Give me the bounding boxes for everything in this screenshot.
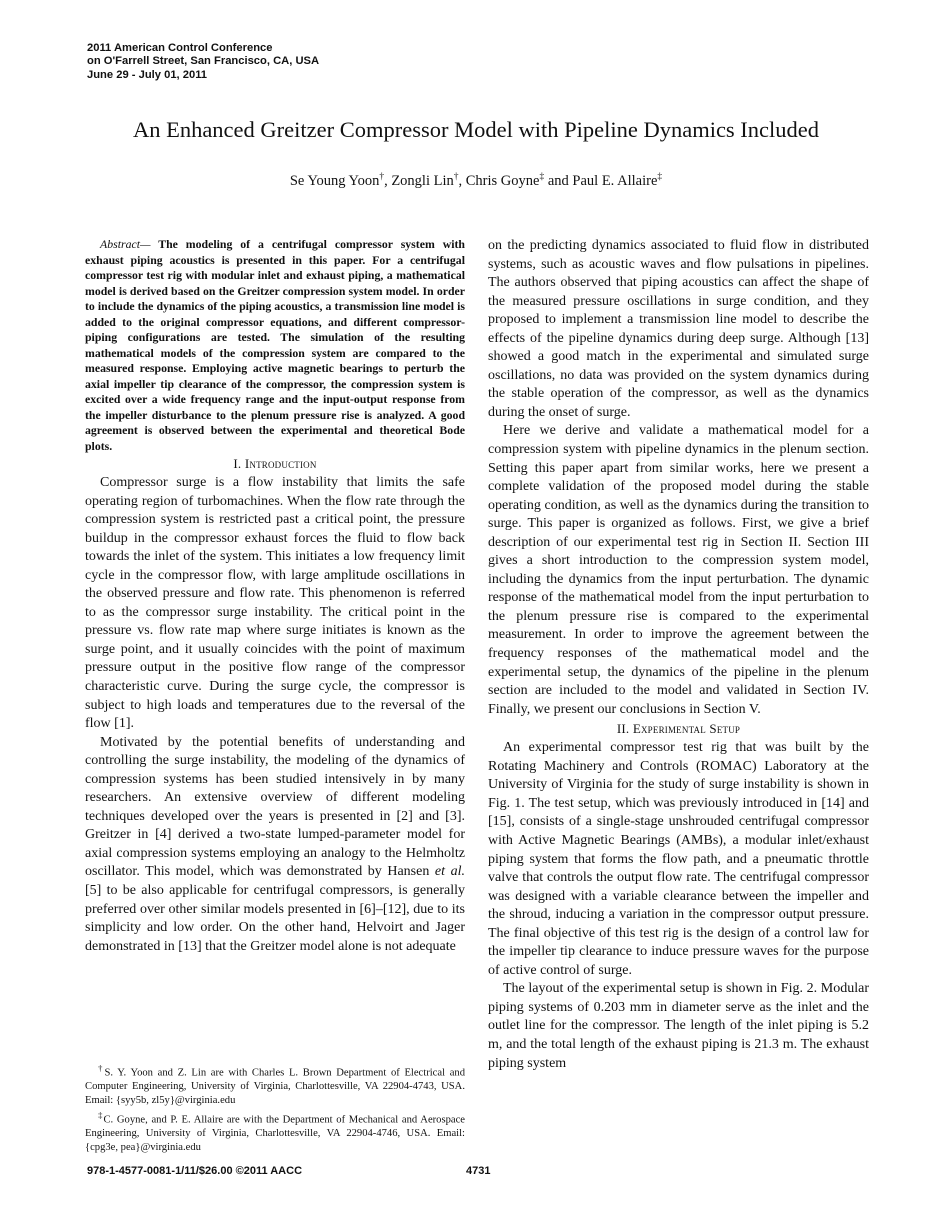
- paragraph: Here we derive and validate a mathematical model for a compression system with pipeline dynamics in the plenum section. Setting this paper apart from similar works, here we present a complete validation of the proposed model during the stable operating condition, as well as the dynamics during the transition to surge. This paper is organized as follows. First, we give a brief description of our experimental test rig in Section II. Section III gives a short introduction to the compression system model, including the dynamics from the input perturbation. The dynamic response of the mathematical model from the input perturbation to the plenum pressure rise is compared to the experimental measurement. In order to improve the agreement between the frequency responses of the mathematical model and the experimental setup, the dynamics of the pipeline in the plenum section are included to the model and validated in Section IV. Finally, we present our conclusions in Section V.: [488, 423, 869, 717]
- section-title: Experimental Setup: [632, 721, 741, 737]
- paper-title: An Enhanced Greitzer Compressor Model with Pipeline Dynamics Included: [132, 117, 820, 142]
- footnote-text: C. Goyne, and P. E. Allaire are with the Department of Mechanical and Aerospace Engineering, University of Virginia, Charlottesville, VA 22904-4746, USA. Email: {cpg3e, pea}@virginia.edu: [85, 1114, 465, 1154]
- author-list: [0, 172, 952, 190]
- author-separator: ,: [458, 172, 466, 189]
- author-separator: and: [544, 172, 573, 189]
- footnotes: [85, 1062, 465, 1157]
- author-affiliation-mark: ‡: [657, 172, 663, 182]
- author-separator: ,: [384, 172, 392, 189]
- author-name: Zongli Lin: [391, 172, 454, 189]
- footer-copyright: 978-1-4577-0081-1/11/$26.00 ©2011 AACC: [87, 1165, 303, 1177]
- abstract: [85, 237, 465, 454]
- footnote-mark: ‡: [98, 1110, 104, 1121]
- left-column: [85, 237, 465, 956]
- author-affiliation-mark: †: [379, 172, 385, 182]
- conference-dates: June 29 - July 01, 2011: [87, 68, 208, 81]
- author-affiliation-mark: ‡: [539, 172, 545, 182]
- paragraph-text: Motivated by the potential benefits of understanding and controlling the surge instability, the modeling of the dynamics of compression systems has been studied intensively in by many researchers. An extensive overview of different modeling techniques developed over the years is presented in [2] and [3]. Greitzer in [4] derived a two-state lumped-parameter model for axial compression systems employing an analogy to the Helmholtz oscillator. This model, which was demonstrated by Hansen: [85, 734, 465, 880]
- author-affiliation-mark: †: [453, 172, 459, 182]
- section-numeral: II.: [616, 721, 630, 737]
- paragraph: An experimental compressor test rig that was built by the Rotating Machinery and Controls (ROMAC) Laboratory at the University of Virginia for the study of surge instability is shown in Fig. 1. The test setup, which was previously introduced in [14] and [15], consists of a single-stage unshrouded centrifugal compressor with Active Magnetic Bearings (AMBs), a modular inlet/exhaust piping system that forms the flow path, and a pneumatic throttle valve that controls the output flow rate. The centrifugal compressor was designed with a variable clearance between the impeller and the shroud, inducing a variation in the compressor output pressure. The final objective of this test rig is the design of a control law for the impeller tip clearance to induce pressure waves for the purpose of active control of surge.: [488, 740, 869, 978]
- section-heading-experimental-setup: [488, 719, 869, 739]
- author-name: Paul E. Allaire: [572, 172, 658, 189]
- page-number: 4731: [466, 1165, 491, 1177]
- right-column: [488, 237, 869, 1073]
- conference-name: 2011 American Control Conference: [87, 42, 273, 54]
- abstract-text: The modeling of a centrifugal compressor system with exhaust piping acoustics is presented in this paper. For a centrifugal compressor test rig with modular inlet and exhaust piping, a mathematical model is derived based on the Greitzer compression system model. In order to include the dynamics of the piping acoustics, a transmission line model is added to the original compressor equations, and different compressor-piping configurations are tested. The simulation of the resulting mathematical models of the compression system are compared to the measured response. Employing active magnetic bearings to perturb the axial impeller tip clearance of the compressor, the compression system is excited over a wide frequency range and the input-output response from the impeller disturbance to the plenum pressure rise is analyzed. A good agreement is observed between the experimental and theoretical Bode plots.: [85, 237, 465, 453]
- footnote-text: S. Y. Yoon and Z. Lin are with Charles L. Brown Department of Electrical and Computer Engineering, University of Virginia, Charlottesville, VA 22904-4743, USA. Email: {syy5b, zl5y}@virginia.edu: [85, 1067, 465, 1106]
- paragraph: The layout of the experimental setup is shown in Fig. 2. Modular piping systems of 0.203 mm in diameter serve as the inlet and the outlet line for the compressor. The length of the inlet piping is 5.2 m, and the total length of the exhaust piping is 21.3 m. The exhaust piping system: [488, 981, 869, 1071]
- paragraph-emphasis: et al.: [434, 864, 465, 880]
- paragraph: Compressor surge is a flow instability that limits the safe operating region of turbomachines. When the flow rate through the compression system is restricted past a critical point, the pressure buildup in the compressor exhaust forces the fluid to flow back towards the inlet of the system. This initiates a low frequency limit cycle in the compressor flow, with large amplitude oscillations in the observed pressure and flow rate. This phenomenon is referred to as the compressor surge instability. The critical point in the pressure vs. flow rate map where surge initiates is known as the surge point, and it usually coincides with the point of maximum pressure output in the positive flow range of the compressor characteristic curve. During the surge cycle, the compressor is subject to high loads and temperatures due to the reversal of the flow [1].: [85, 475, 465, 732]
- section-numeral: I.: [233, 456, 242, 471]
- conference-venue: on O'Farrell Street, San Francisco, CA, USA: [87, 55, 320, 68]
- author-name: Chris Goyne: [465, 172, 540, 189]
- paragraph: [85, 734, 465, 957]
- footnote: [85, 1109, 465, 1154]
- section-title: Introduction: [244, 456, 317, 471]
- abstract-label: Abstract—: [100, 237, 151, 251]
- author-name: Se Young Yoon: [289, 172, 380, 189]
- paragraph-continued: on the predicting dynamics associated to fluid flow in distributed systems, such as acoustic waves and flow pulsations in pipelines. The authors observed that piping acoustics can affect the shape of the measured pressure oscillations in surge condition, and they proposed to implement a transmission line model to describe the effects of the pipeline dynamics during deep surge. Although [13] showed a good match in the experimental and simulated surge oscillations, no data was provided on the system dynamics during the stable operation of the compressor, as well as the dynamics during the onset of surge.: [488, 238, 869, 420]
- paragraph-text: [5] to be also applicable for centrifugal compressors, is generally preferred over other similar models presented in [6]–[12], due to its simplicity and low order. On the other hand, Helvoirt and Jager demonstrated in [13] that the Greitzer model alone is not adequate: [85, 883, 465, 954]
- footnote-mark: †: [98, 1063, 105, 1073]
- section-heading-introduction: [85, 454, 465, 474]
- conference-header: [87, 42, 319, 82]
- footnote: [85, 1062, 465, 1107]
